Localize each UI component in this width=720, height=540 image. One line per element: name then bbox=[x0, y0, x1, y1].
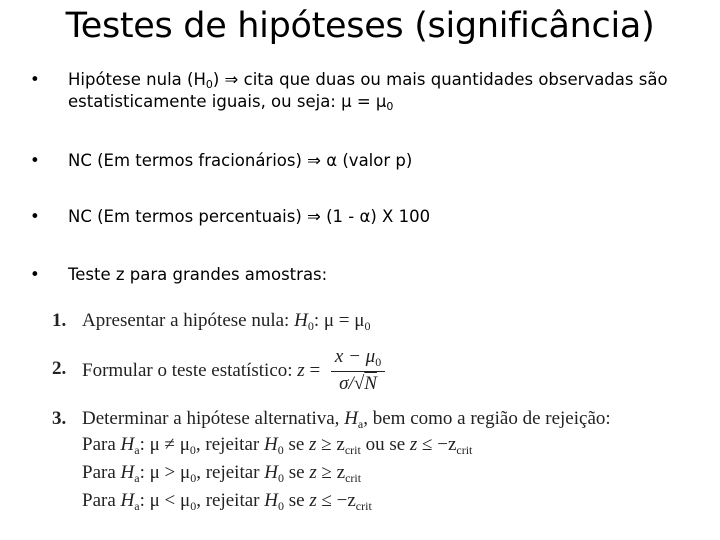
step-text-wrap bbox=[82, 360, 320, 382]
bullet-marker: • bbox=[30, 70, 40, 89]
subscript: 0 bbox=[277, 499, 284, 513]
rule-part: Para bbox=[82, 490, 121, 511]
math-expr: ≥ z bbox=[316, 462, 346, 483]
subscript: crit bbox=[456, 443, 473, 457]
math-var: H bbox=[264, 462, 278, 483]
step-text-part: Formular o teste estatístico: bbox=[82, 359, 298, 381]
subscript: 0 bbox=[190, 499, 197, 513]
math-expr: : μ < μ bbox=[139, 490, 191, 511]
math-var: z bbox=[309, 490, 317, 511]
math-expr: ≥ z bbox=[316, 434, 345, 455]
bullet-text-part: ) ⇒ cita que duas ou mais quantidades observadas são bbox=[212, 70, 668, 89]
math-var: H bbox=[263, 434, 278, 455]
bullet-text-line2 bbox=[68, 92, 393, 117]
math-expr: : μ > μ bbox=[139, 462, 191, 483]
rule-part: Para bbox=[82, 434, 121, 455]
step-text-part: Determinar a hipótese alternativa, bbox=[82, 408, 345, 429]
math-var: H bbox=[344, 408, 358, 429]
math-var: H bbox=[294, 310, 308, 331]
step-number: 3. bbox=[52, 408, 67, 429]
sqrt-symbol: √ bbox=[353, 373, 365, 394]
bullet-marker: • bbox=[30, 265, 40, 284]
bullet-marker: • bbox=[30, 151, 40, 170]
step-text-part: , bem como a região de rejeição: bbox=[363, 408, 611, 429]
rule-part: Para bbox=[82, 462, 121, 483]
bullet-text: NC (Em termos fracionários) ⇒ α (valor p) bbox=[68, 151, 413, 170]
step-text bbox=[82, 346, 385, 395]
rule-text bbox=[82, 462, 361, 486]
test-statistic-fraction bbox=[331, 346, 385, 395]
subscript: 0 bbox=[277, 443, 284, 457]
rule-part: , rejeitar bbox=[196, 462, 265, 483]
rule-part: se bbox=[283, 434, 310, 455]
rule-text bbox=[82, 434, 472, 458]
subscript: 0 bbox=[190, 471, 197, 485]
math-expr: = bbox=[304, 359, 321, 381]
bullet-text-part: Hipótese nula (H bbox=[68, 70, 206, 89]
subscript: a bbox=[134, 471, 140, 485]
rule-part: se bbox=[283, 490, 310, 511]
math-var: H bbox=[264, 490, 278, 511]
bullet-marker: • bbox=[30, 207, 40, 226]
fraction-denominator bbox=[331, 372, 385, 395]
math-var: z bbox=[309, 434, 317, 455]
step-text bbox=[82, 310, 370, 334]
subscript: 0 bbox=[307, 319, 314, 333]
math-var: H bbox=[120, 462, 135, 483]
rule-part: ou se bbox=[360, 434, 410, 455]
subscript: 0 bbox=[189, 443, 196, 457]
subscript: crit bbox=[344, 443, 361, 457]
math-var: z bbox=[409, 434, 418, 455]
step-text bbox=[82, 408, 611, 432]
fraction-numerator bbox=[331, 346, 385, 372]
math-var: z bbox=[309, 462, 317, 483]
math-var: H bbox=[120, 490, 135, 511]
subscript: 0 bbox=[277, 471, 284, 485]
rule-part: , rejeitar bbox=[195, 434, 264, 455]
subscript: 0 bbox=[205, 78, 213, 91]
bullet-text: Teste z para grandes amostras: bbox=[68, 265, 328, 284]
rule-part: , rejeitar bbox=[196, 490, 265, 511]
math-var: N bbox=[364, 373, 377, 394]
slide-title: Testes de hipóteses (significância) bbox=[65, 6, 655, 46]
subscript: a bbox=[134, 443, 140, 457]
step-number: 2. bbox=[52, 358, 67, 379]
subscript: crit bbox=[355, 499, 372, 513]
math-expr: x − μ bbox=[334, 346, 376, 367]
step-number: 1. bbox=[52, 310, 67, 331]
bullet-text-part: estatisticamente iguais, ou seja: μ = μ bbox=[68, 92, 387, 111]
subscript: a bbox=[357, 417, 364, 431]
math-expr: ≤ −z bbox=[417, 434, 457, 455]
subscript: 0 bbox=[375, 355, 382, 369]
math-expr: ≤ −z bbox=[316, 490, 356, 511]
subscript: 0 bbox=[386, 100, 394, 113]
math-var: H bbox=[120, 434, 135, 455]
subscript: a bbox=[134, 499, 140, 513]
rule-part: se bbox=[283, 462, 310, 483]
math-expr: σ/ bbox=[339, 373, 354, 394]
math-expr: : μ ≠ μ bbox=[139, 434, 190, 455]
math-expr: : μ = μ bbox=[313, 310, 365, 331]
step-text-part: Apresentar a hipótese nula: bbox=[82, 310, 295, 331]
subscript: crit bbox=[345, 471, 362, 485]
rule-text bbox=[82, 490, 372, 514]
math-var: z bbox=[297, 359, 305, 381]
subscript: 0 bbox=[364, 319, 371, 333]
bullet-text: NC (Em termos percentuais) ⇒ (1 - α) X 100 bbox=[68, 207, 431, 226]
